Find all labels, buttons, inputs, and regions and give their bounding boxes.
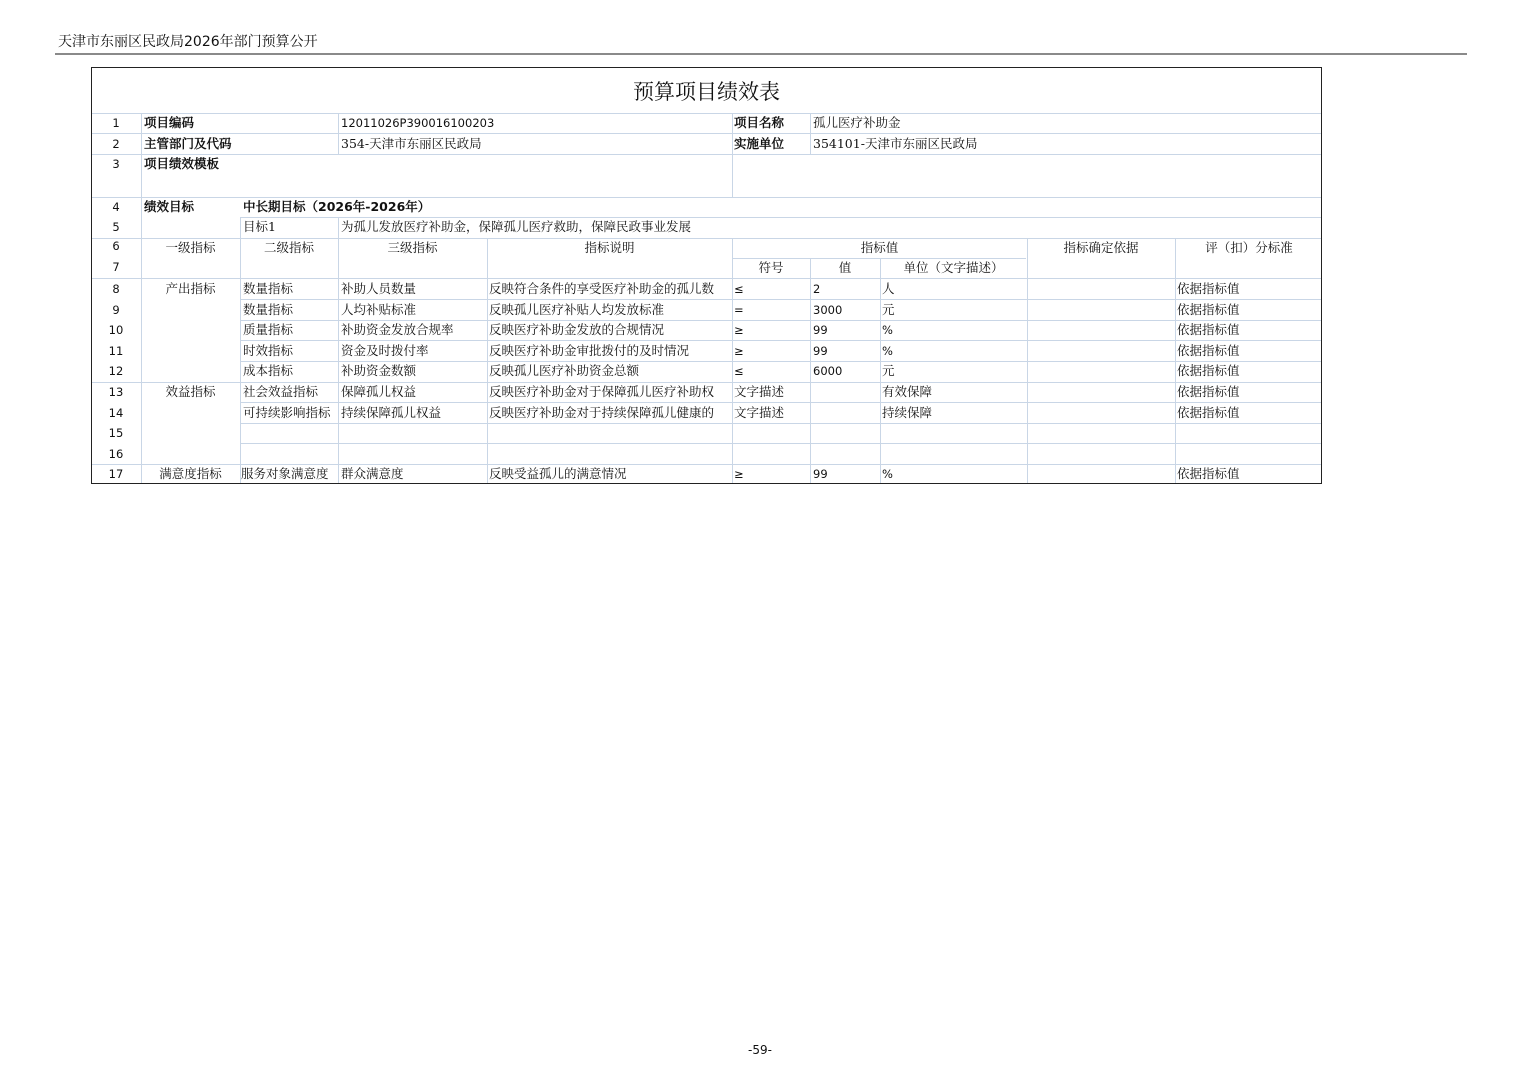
row-number: 14 [108, 406, 124, 420]
row-number: 3 [112, 157, 120, 171]
description-cell: 反映医疗补助金对于持续保障孤儿健康的 [489, 405, 715, 420]
unit-cell: 有效保障 [882, 384, 933, 399]
level1-satisfaction: 满意度指标 [159, 466, 222, 481]
header-scoring: 评（扣）分标准 [1205, 240, 1293, 255]
row-number: 9 [112, 303, 120, 317]
symbol-cell: 文字描述 [734, 405, 785, 420]
grid-line [240, 423, 1321, 424]
scoring-cell: 依据指标值 [1177, 343, 1240, 358]
page-header-title: 天津市东丽区民政局2026年部门预算公开 [58, 34, 318, 50]
project-code-label: 项目编码 [144, 115, 195, 130]
impl-unit-label: 实施单位 [734, 136, 785, 151]
unit-cell: % [882, 344, 893, 358]
value-cell: 99 [813, 344, 828, 358]
header-level2: 二级指标 [263, 240, 314, 255]
level3-cell: 补助资金数额 [341, 363, 417, 378]
header-level1: 一级指标 [165, 240, 216, 255]
grid-line [240, 443, 1321, 444]
level2-cell: 数量指标 [243, 302, 294, 317]
header-value: 值 [838, 260, 852, 275]
row-number: 11 [108, 344, 124, 358]
row-number: 16 [108, 447, 124, 461]
grid-line [880, 258, 881, 483]
level3-cell: 人均补贴标准 [341, 302, 417, 317]
target-text: 为孤儿发放医疗补助金，保障孤儿医疗救助，保障民政事业发展 [341, 219, 692, 234]
grid-line [810, 258, 811, 483]
symbol-cell: ≥ [734, 467, 744, 481]
unit-cell: % [882, 323, 893, 337]
level2-cell: 成本指标 [243, 363, 294, 378]
value-cell: 3000 [813, 303, 843, 317]
description-cell: 反映符合条件的享受医疗补助金的孤儿数 [489, 281, 715, 296]
description-cell: 反映孤儿医疗补贴人均发放标准 [489, 302, 665, 317]
value-cell: 99 [813, 467, 828, 481]
scoring-cell: 依据指标值 [1177, 363, 1240, 378]
level2-cell: 质量指标 [243, 322, 294, 337]
level1-benefit: 效益指标 [165, 384, 216, 399]
project-name-value: 孤儿医疗补助金 [813, 115, 901, 130]
level3-cell: 持续保障孤儿权益 [341, 405, 442, 420]
level2-cell: 时效指标 [243, 343, 294, 358]
value-cell: 2 [813, 282, 821, 296]
row-number: 17 [108, 467, 124, 481]
template-label: 项目绩效模板 [144, 156, 220, 171]
dept-label: 主管部门及代码 [144, 136, 232, 151]
level3-cell: 补助资金发放合规率 [341, 322, 454, 337]
unit-cell: 人 [882, 281, 895, 296]
scoring-cell: 依据指标值 [1177, 281, 1240, 296]
grid-line [92, 133, 1321, 134]
description-cell: 反映医疗补助金对于保障孤儿医疗补助权 [489, 384, 715, 399]
symbol-cell: ≤ [734, 282, 744, 296]
goal-label: 绩效目标 [144, 199, 195, 214]
level3-cell: 补助人员数量 [341, 281, 417, 296]
symbol-cell: 文字描述 [734, 384, 785, 399]
grid-line [810, 113, 811, 154]
row-number: 1 [112, 116, 120, 130]
scoring-cell: 依据指标值 [1177, 405, 1240, 420]
header-symbol: 符号 [758, 260, 784, 275]
page-number: -59- [748, 1043, 772, 1057]
description-cell: 反映医疗补助金发放的合规情况 [489, 322, 665, 337]
grid-line [1175, 238, 1176, 483]
unit-cell: 元 [882, 302, 895, 317]
project-name-label: 项目名称 [734, 115, 785, 130]
level2-cell: 服务对象满意度 [241, 466, 329, 481]
scoring-cell: 依据指标值 [1177, 384, 1240, 399]
project-code-value: 12011026P390016100203 [341, 116, 495, 130]
header-unit: 单位（文字描述） [903, 260, 1004, 275]
row-number: 13 [108, 385, 124, 399]
midterm-goal-label: 中长期目标（2026年-2026年） [243, 199, 431, 214]
row-number: 5 [112, 220, 120, 234]
description-cell: 反映受益孤儿的满意情况 [489, 466, 627, 481]
header-level3: 三级指标 [387, 240, 438, 255]
symbol-cell: = [734, 303, 744, 317]
performance-table [91, 67, 1322, 484]
level2-cell: 可持续影响指标 [243, 405, 331, 420]
symbol-cell: ≤ [734, 364, 744, 378]
level1-output: 产出指标 [165, 281, 216, 296]
scoring-cell: 依据指标值 [1177, 466, 1240, 481]
impl-unit-value: 354101-天津市东丽区民政局 [813, 136, 978, 151]
symbol-cell: ≥ [734, 323, 744, 337]
description-cell: 反映孤儿医疗补助资金总额 [489, 363, 640, 378]
level2-cell: 社会效益指标 [243, 384, 319, 399]
header-description: 指标说明 [584, 240, 635, 255]
scoring-cell: 依据指标值 [1177, 322, 1240, 337]
header-value-group: 指标值 [860, 240, 899, 255]
level2-cell: 数量指标 [243, 281, 294, 296]
row-number: 15 [108, 426, 124, 440]
row-number: 12 [108, 364, 124, 378]
scoring-cell: 依据指标值 [1177, 302, 1240, 317]
grid-line [732, 113, 733, 197]
header-divider [55, 53, 1467, 55]
description-cell: 反映医疗补助金审批拨付的及时情况 [489, 343, 690, 358]
grid-line [92, 154, 1321, 155]
row-number: 2 [112, 137, 120, 151]
target-label: 目标1 [243, 219, 276, 234]
value-cell: 6000 [813, 364, 843, 378]
grid-line [338, 113, 339, 154]
row-number: 4 [112, 200, 120, 214]
value-cell: 99 [813, 323, 828, 337]
unit-cell: % [882, 467, 893, 481]
header-basis: 指标确定依据 [1063, 240, 1139, 255]
level3-cell: 群众满意度 [341, 466, 404, 481]
table-title: 预算项目绩效表 [92, 68, 1321, 114]
unit-cell: 元 [882, 363, 895, 378]
dept-value: 354-天津市东丽区民政局 [341, 136, 482, 151]
symbol-cell: ≥ [734, 344, 744, 358]
level3-cell: 保障孤儿权益 [341, 384, 417, 399]
row-number: 10 [108, 323, 124, 337]
grid-line [487, 238, 488, 483]
unit-cell: 持续保障 [882, 405, 933, 420]
grid-line [1027, 238, 1028, 483]
level3-cell: 资金及时拨付率 [341, 343, 429, 358]
row-number: 8 [112, 282, 120, 296]
row-number: 7 [112, 260, 120, 274]
row-number: 6 [112, 239, 120, 253]
